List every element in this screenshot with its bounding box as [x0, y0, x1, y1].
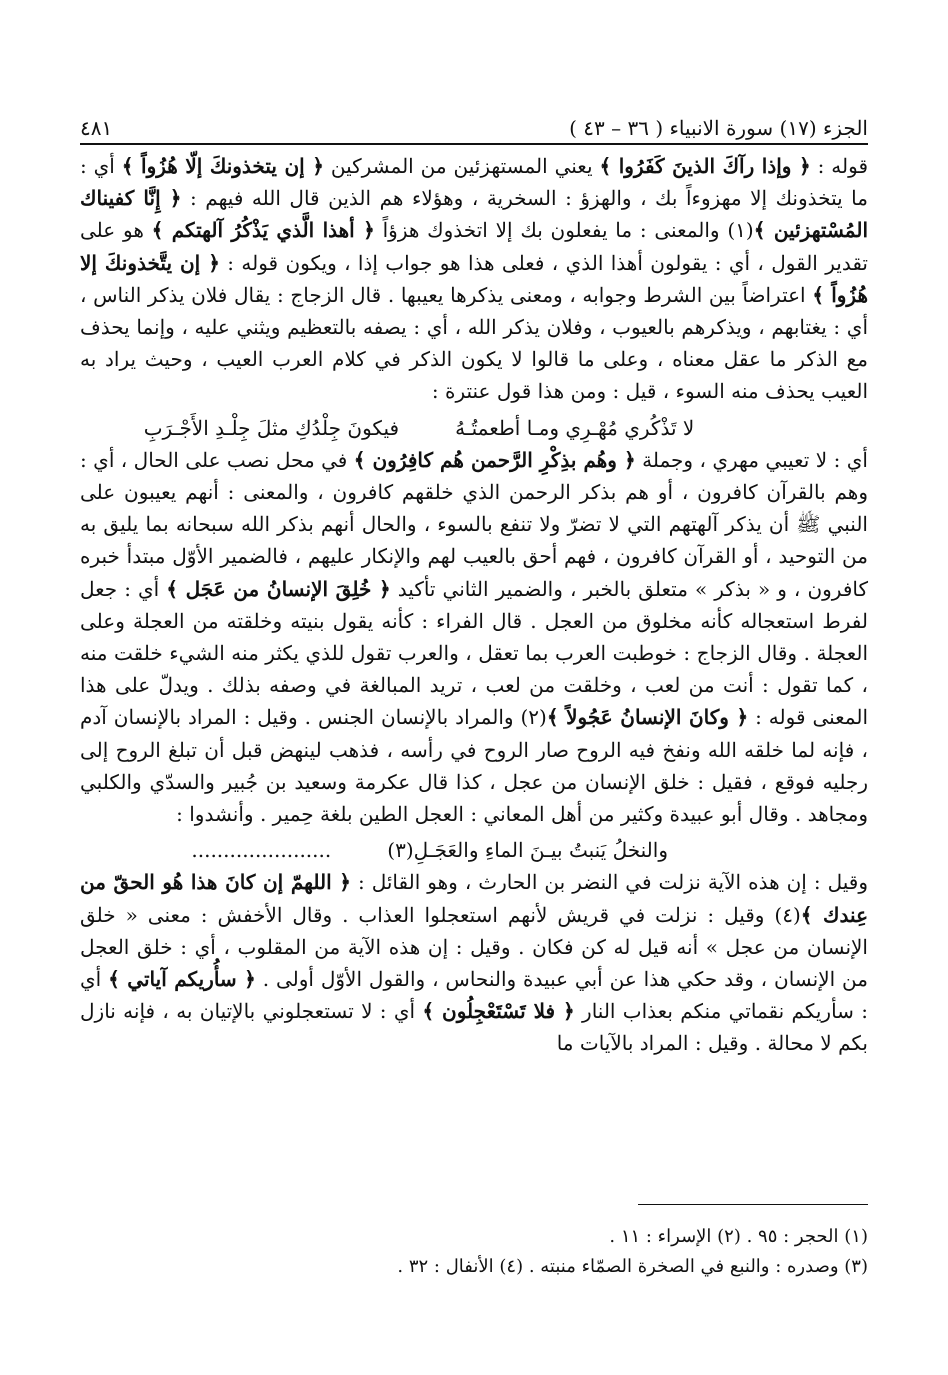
footnote-line: (٣) وصدره : والنبع في الصخرة الصمّاء منبته . (٤) الأنفال : ٣٢ .: [397, 1256, 868, 1277]
page-header: [80, 108, 868, 140]
paragraph-1: [80, 150, 868, 408]
verse-first-hemistich: والنخلُ يَنبتُ بيـنَ الماءِ والعَجَـلِ(٣): [387, 838, 668, 863]
quran-quote: ﴿ فلا تَسْتَعْجِلُون ﴾: [422, 999, 575, 1024]
text-run: (٤) وقيل : نزلت في قريش لأنهم استعجلوا العذاب . وقال الأخفش : معنى « خلق الإنسان من عجل » أنه قيل له كن فكان . وقيل : إن هذه الآية من المقلوب ، أي : خلق العجل من الإنسان ، وقد حكي هذا عن أبي عبيدة والنحاس ، والقول الأوّل أولى .: [80, 902, 868, 992]
text-run: يعني المستهزئين من المشركين: [323, 154, 600, 178]
quran-quote: ﴿ اللهمّ إن كانَ هذا هُو الحقّ من عِندك ﴾: [80, 870, 868, 927]
quran-quote: ﴿ إن يتَّخذونكَ إلا هُزُواً ﴾: [80, 250, 868, 307]
text-run: (١) والمعنى : ما يفعلون بك إلا اتخذوك هزؤاً: [374, 218, 754, 243]
header-rule: [80, 143, 868, 145]
text-run: هو على تقدير القول ، أي : يقولون أهذا الذي ، فعلى هذا هو جواب إذا ، ويكون قوله :: [80, 218, 869, 275]
poem-verse-1: [80, 412, 868, 444]
verse-second-hemistich: فيكونَ جِلْدُكِ مثلَ جِلْـدِ الأَجْـرَبِ: [143, 415, 400, 440]
verse-first-hemistich: لا تَذْكُري مُهْـرِي ومـا أطعمتُـهُ: [455, 415, 695, 440]
text-run: اعتراضاً بين الشرط وجوابه ، ومعنى يذكرها يعيبها . قال الزجاج : يقال فلان يذكر الناس ، أي : يغتابهم ، ويذكرهم بالعيوب ، وفلان يذكر الله ، أي : يصفه بالتعظيم ويثني عليه ، وإنما يحذف مع الذكر ما عقل معناه ، وعلى ما قالوا لا يكون الذكر في كلام العرب العيب ، وحيث يراد به العيب يحذف منه السوء ، قيل : ومن هذا قول عنترة :: [80, 282, 868, 404]
text-run: أي : ما يتخذونك إلا مهزوءاً بك ، والهزؤ : السخرية ، وهؤلاء هم الذين قال الله فيهم :: [80, 154, 868, 211]
text-run: (٢) والمراد بالإنسان الجنس . وقيل : المراد بالإنسان آدم ، فإنه لما خلقه الله ونفخ فيه الروح صار الروح في رأسه ، فذهب لينهض قبل أن تبلغ الروح إلى رجليه فوقع ، فقيل : خلق الإنسان من عجل ، كذا قال عكرمة وسعيد بن جُبير والسدّي والكلبي ومجاهد . وقال أبو عبيدة وكثير من أهل المعاني : العجل الطين بلغة حِمير . وأنشدوا :: [80, 705, 868, 827]
quran-quote: ﴿ خُلِقَ الإنسانُ من عَجَل ﴾: [166, 576, 391, 601]
footnote-rule: [638, 1204, 868, 1205]
text-run: قوله :: [810, 154, 869, 178]
quran-quote: ﴿ إِنَّا كفيناك المُسْتهزئين ﴾: [80, 186, 868, 243]
footnote-line: (١) الحجر : ٩٥ . (٢) الإسراء : ١١ .: [609, 1226, 868, 1247]
quran-quote: ﴿ وكانَ الإنسانُ عَجُولاً ﴾: [546, 705, 749, 730]
paragraph-2: [80, 444, 868, 830]
quran-quote: ﴿ وهُم بذِكْرِ الرَّحمن هُم كافِرُون ﴾: [353, 447, 636, 472]
text-run: في محل نصب على الحال ، أي : وهم بالقرآن كافرون ، أو هم بذكر الرحمن الذي خلقهم كافرون ، والمعنى : أنهم يعيبون على النبي ﷺ أن يذكر آلهتهم التي لا تضرّ ولا تنفع بالسوء ، والحال أنهم بذكر الله سبحانه بما يليق به من التوحيد ، أو القرآن كافرون ، فهم أحق بالعيب لهم والإنكار عليهم ، فالضمير الأوّل مبتدأ خبره كافرون ، و « بذكر » متعلق بالخبر ، والضمير الثاني تأكيد: [80, 447, 868, 601]
paragraph-3: [80, 866, 868, 1059]
quran-quote: ﴿ وإذا رآكَ الذينَ كَفَرُوا ﴾: [599, 154, 811, 178]
quran-quote: ﴿ إن يتخذونكَ إلّا هُزُواً ﴾: [121, 154, 324, 178]
page-number: ٤٨١: [80, 116, 113, 140]
running-title: الجزء (١٧) سورة الانبياء ( ٣٦ – ٤٣ ): [569, 116, 868, 140]
text-run: أي : جعل لفرط استعجاله كأنه مخلوق من العجل . قال الفراء : كأنه يقول بنيته وخلقته من العجلة وعلى العجلة . وقال الزجاج : خوطبت العرب بما تعقل ، والعرب تقول للذي يكثر منه الشيء خلقت منه ، كما تقول : أنت من لعب ، وخلقت من لعب ، تريد المبالغة في وصفه بذلك . ويدلّ على هذا المعنى قوله :: [80, 576, 869, 730]
text-run: أي : سأريكم نقماتي منكم بعذاب النار: [80, 967, 868, 1024]
quran-quote: ﴿ أهذا الَّذي يَذْكُرُ آلهتكم ﴾: [151, 218, 375, 243]
verse-missing-hemistich: ......................: [191, 838, 332, 863]
footnotes: [80, 1222, 868, 1282]
text-run: أي : لا تستعجلوني بالإتيان به ، فإنه نازل بكم لا محالة . وقيل : المراد بالآيات ما: [80, 999, 868, 1056]
text-run: أي : لا تعيبي مهري ، وجملة: [635, 447, 868, 472]
text-run: وقيل : إن هذه الآية نزلت في النضر بن الحارث ، وهو القائل :: [350, 870, 868, 895]
quran-quote: ﴿ سأُريكم آياتي ﴾: [108, 967, 256, 992]
body-text: [80, 150, 868, 1060]
poem-verse-2: [80, 834, 868, 866]
